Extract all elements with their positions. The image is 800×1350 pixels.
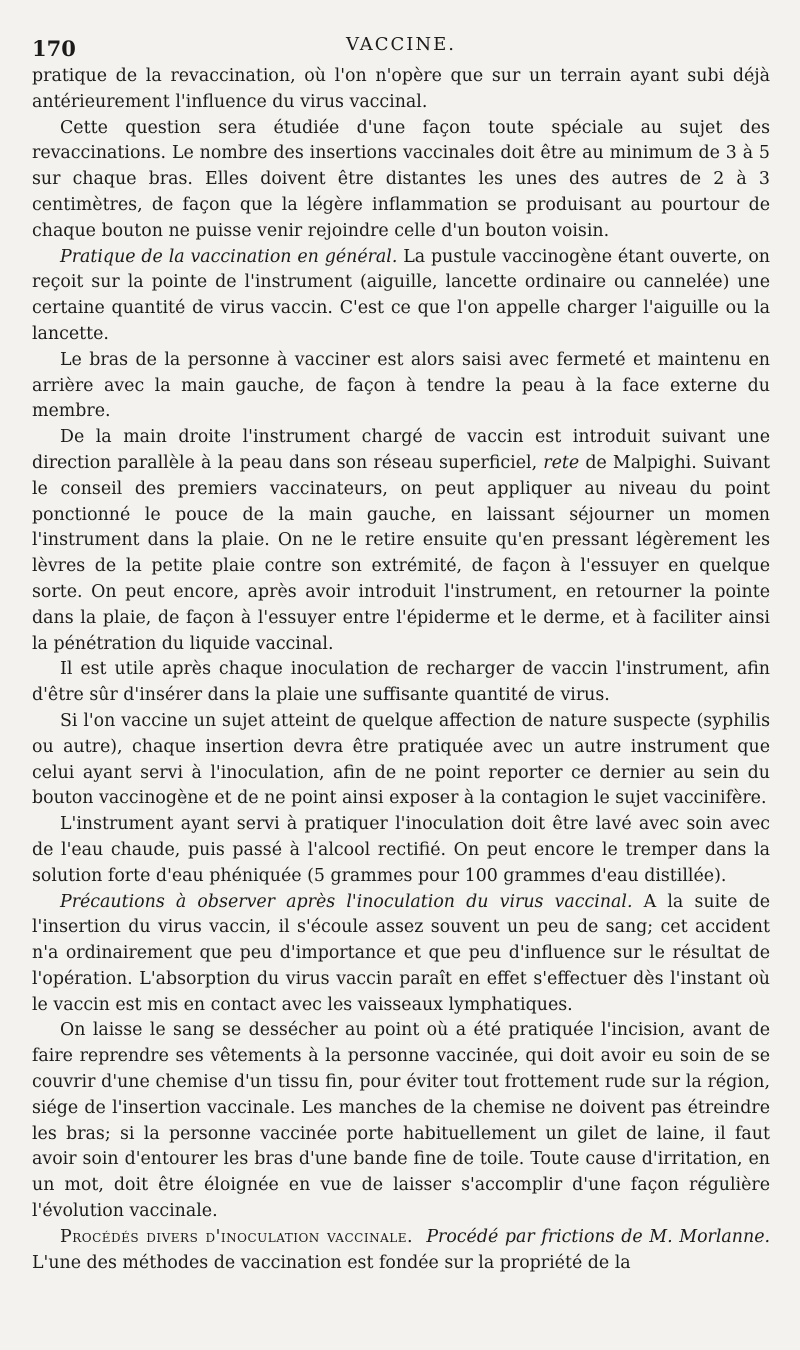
paragraph-main-droite-a: De la main droite l'instrument chargé de vaccin est introduit suivant une direction parallèle à la peau dans son réseau superficiel, — [32, 427, 770, 473]
paragraph-pratique — [32, 245, 770, 348]
paragraph-precautions-text: A la suite de l'insertion du virus vaccin, il s'écoule assez souvent un peu de sang; cet accident n'a ordinairement que peu d'importance et que peu d'influence sur le résultat de l'opération. L'absorption du virus vaccin paraît en effet s'effectuer dès l'instant où le vaccin est mis en contact avec les vaisseaux lymphatiques. — [32, 891, 770, 1015]
paragraph-sang: On laisse le sang se dessécher au point où a été pratiquée l'incision, avant de faire reprendre ses vêtements à la personne vaccinée, qui doit avoir eu soin de se couvrir d'une chemise d'un tissu fin, pour éviter tout frottement rude sur la région, siége de l'insertion vaccinale. Les manches de la chemise ne doivent pas étreindre les bras; si la personne vaccinée porte habituellement un gilet de laine, il faut avoir soin d'entourer les bras d'une bande fine de toile. Toute cause d'irritation, en un mot, doit être éloignée en vue de laisser s'accomplir d'une façon régulière l'évolution vaccinale. — [32, 1020, 770, 1222]
term-rete: rete — [543, 452, 580, 473]
paragraph-precautions — [32, 890, 770, 1019]
paragraph-pratique-text: La pustule vaccinogène étant ouverte, on reçoit sur la pointe de l'instrument (aiguille, lancette ordinaire ou cannelée) une certaine quantité de virus vaccin. C'est ce que l'on appelle charger l'aiguille ou la lancette. — [32, 246, 770, 344]
paragraph-insertions: Cette question sera étudiée d'une façon toute spéciale au sujet des revaccinations. Le nombre des insertions vaccinales doit être au minimum de 3 à 5 sur chaque bras. Elles doivent être distantes les unes des autres de 2 à 3 centimètres, de façon que la légère inflammation se produisant au pourtour de chaque bouton ne puisse venir rejoindre celle d'un bouton voisin. — [32, 117, 770, 241]
section-heading-precautions: Précautions à observer après l'inoculation du virus vaccinal. — [60, 891, 633, 912]
section-heading-procedes: Procédés divers d'inoculation vaccinale. — [60, 1226, 413, 1247]
paragraph-main-droite-b: de Malpighi. Suivant le conseil des premiers vaccinateurs, on peut appliquer au niveau du point ponctionné le pouce de la main gauche, en laissant séjourner un momen l'instrument dans la plaie. On ne le retire ensuite qu'en pressant légèrement les lèvres de la petite plaie contre son extrémité, de façon à l'essuyer en quelque sorte. On peut encore, après avoir introduit l'instrument, en retourner la pointe dans la plaie, de façon à l'essuyer entre l'épiderme et le derme, et à faciliter ainsi la pénétration du liquide vaccinal. — [32, 452, 770, 654]
paragraph-lavage: L'instrument ayant servi à pratiquer l'inoculation doit être lavé avec soin avec de l'eau chaude, puis passé à l'alcool rectifié. On peut encore le tremper dans la solution forte d'eau phéniquée (5 grammes pour 100 grammes d'eau distillée). — [32, 814, 770, 886]
body-text — [32, 64, 770, 1276]
subheading-morlanne: Procédé par frictions de M. Morlanne. — [426, 1226, 771, 1247]
paragraph-procedes-text: L'une des méthodes de vaccination est fondée sur la propriété de la — [32, 1252, 631, 1273]
page-number: 170 — [32, 36, 76, 61]
running-title: VACCINE. — [345, 34, 457, 55]
paragraph-continuation: pratique de la revaccination, où l'on n'opère que sur un terrain ayant subi déjà antérieurement l'influence du virus vaccinal. — [32, 66, 770, 112]
paragraph-bras: Le bras de la personne à vacciner est alors saisi avec fermeté et maintenu en arrière avec la main gauche, de façon à tendre la peau à la face externe du membre. — [32, 349, 770, 422]
paragraph-recharger: Il est utile après chaque inoculation de recharger de vaccin l'instrument, afin d'être sûr d'insérer dans la plaie une suffisante quantité de virus. — [32, 659, 770, 706]
running-head — [32, 30, 770, 64]
paragraph-main-droite — [32, 425, 770, 657]
paragraph-procedes — [32, 1225, 770, 1277]
section-heading-pratique: Pratique de la vaccination en général. — [60, 246, 398, 267]
paragraph-suspecte: Si l'on vaccine un sujet atteint de quelque affection de nature suspecte (syphilis ou autre), chaque insertion devra être pratiquée avec un autre instrument que celui ayant servi à l'inoculation, afin de ne point reporter ce dernier au sein du bouton vaccinogène et de ne point ainsi exposer à la contagion le sujet vaccinifère. — [32, 710, 770, 809]
